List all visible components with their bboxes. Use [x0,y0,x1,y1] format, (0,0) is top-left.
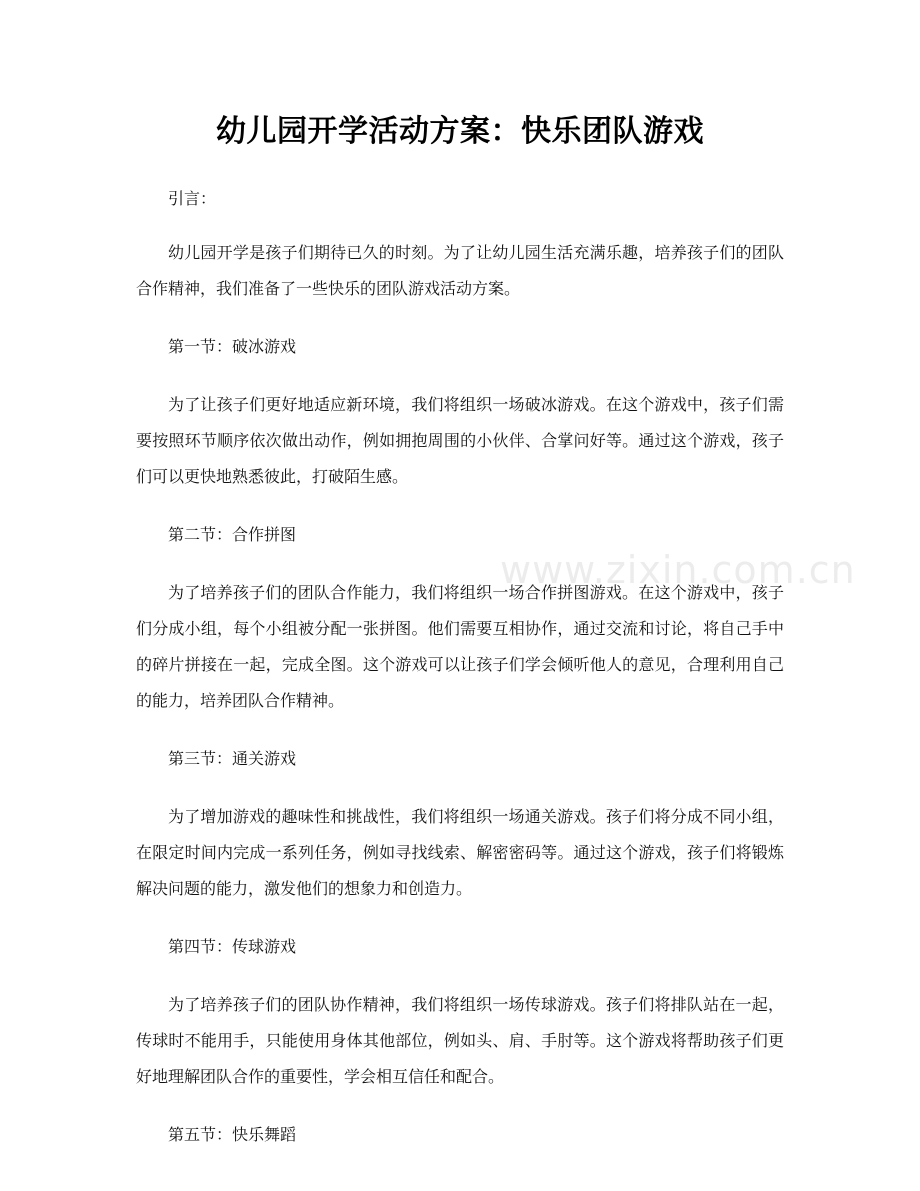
section-heading-2: 第二节：合作拼图 [168,525,297,544]
watermark: www.zixin.com.cn [500,548,856,592]
intro-heading: 引言： [168,189,217,208]
document-body [136,181,784,1153]
document-title: 幼儿园开学活动方案：快乐团队游戏 [216,114,704,149]
intro-paragraph: 幼儿园开学是孩子们期待已久的时刻。为了让幼儿园生活充满乐趣，培养孩子们的团队合作精神，我们准备了一些快乐的团队游戏活动方案。 [136,243,784,298]
section-paragraph-2: 为了培养孩子们的团队合作能力，我们将组织一场合作拼图游戏。在这个游戏中，孩子们分成小组，每个小组被分配一张拼图。他们需要互相协作，通过交流和讨论，将自己手中的碎片拼接在一起，完成全图。这个游戏可以让孩子们学会倾听他人的意见，合理利用自己的能力，培养团队合作精神。 [136,583,784,710]
section-heading-5: 第五节：快乐舞蹈 [168,1125,297,1144]
section-heading-4: 第四节：传球游戏 [168,937,297,956]
section-paragraph-1: 为了让孩子们更好地适应新环境，我们将组织一场破冰游戏。在这个游戏中，孩子们需要按照环节顺序依次做出动作，例如拥抱周围的小伙伴、合掌问好等。通过这个游戏，孩子们可以更快地熟悉彼此，打破陌生感。 [136,395,784,486]
section-heading-3: 第三节：通关游戏 [168,749,297,768]
section-paragraph-3: 为了增加游戏的趣味性和挑战性，我们将组织一场通关游戏。孩子们将分成不同小组，在限定时间内完成一系列任务，例如寻找线索、解密密码等。通过这个游戏，孩子们将锻炼解决问题的能力，激发他们的想象力和创造力。 [136,807,784,898]
section-paragraph-4: 为了培养孩子们的团队协作精神，我们将组织一场传球游戏。孩子们将排队站在一起，传球时不能用手，只能使用身体其他部位，例如头、肩、手肘等。这个游戏将帮助孩子们更好地理解团队合作的重要性，学会相互信任和配合。 [136,995,784,1086]
section-heading-1: 第一节：破冰游戏 [168,337,297,356]
